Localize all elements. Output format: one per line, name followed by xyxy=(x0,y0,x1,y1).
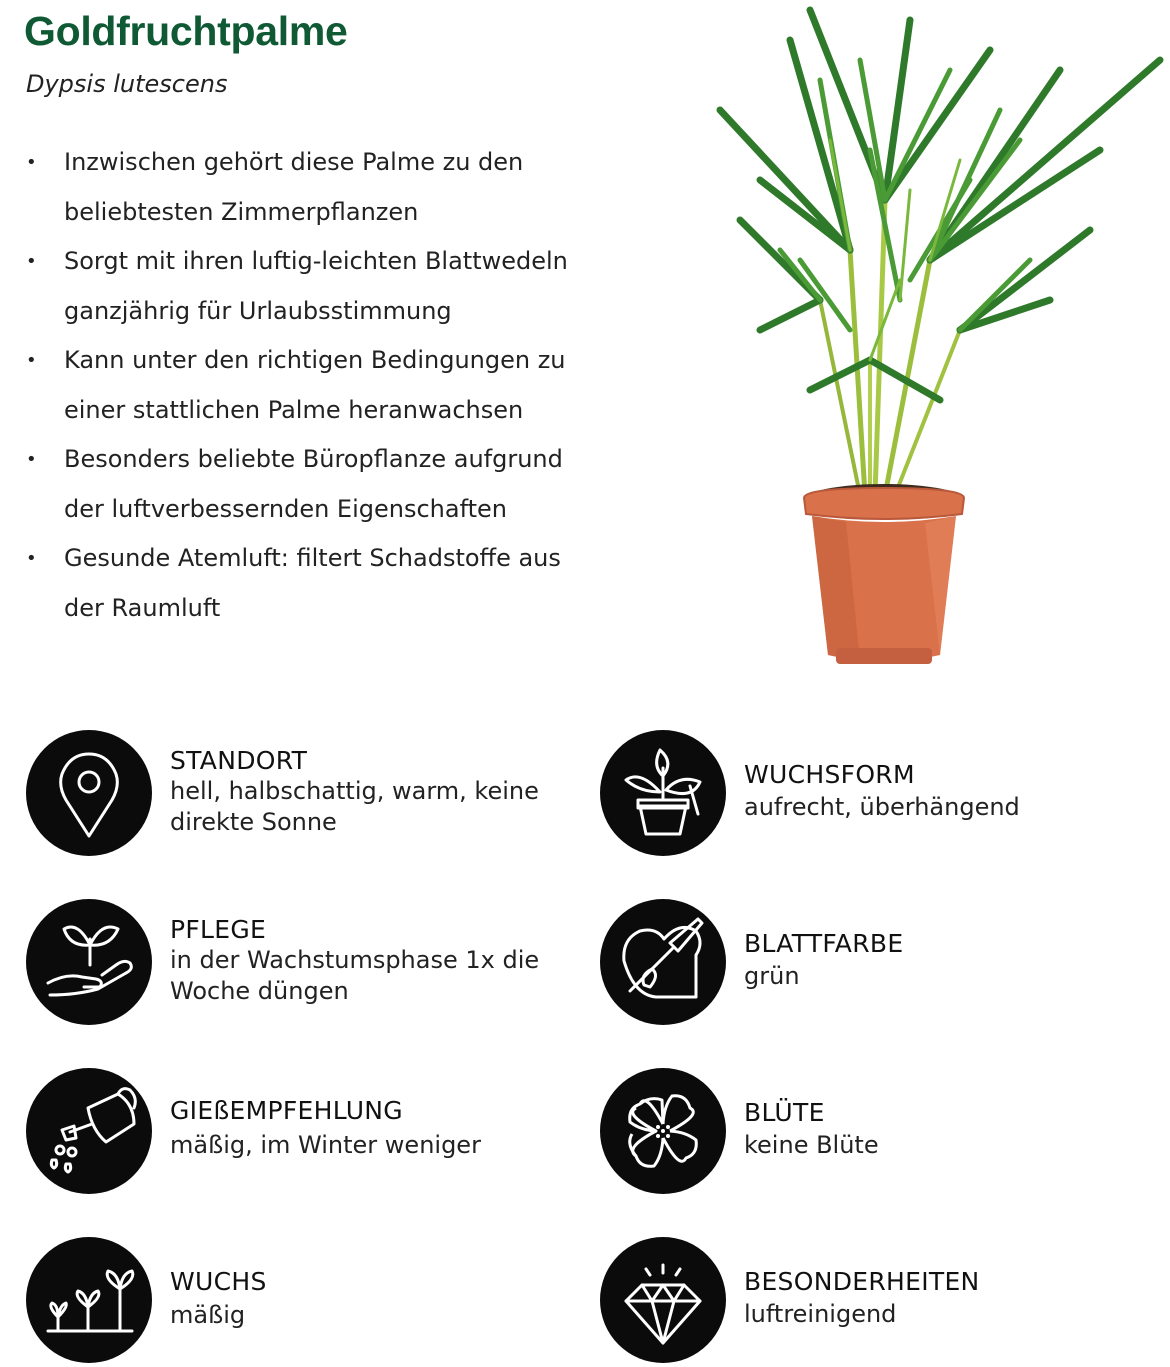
feature-standort xyxy=(26,730,546,860)
product-title: Goldfruchtpalme xyxy=(24,8,348,54)
feature-title: GIEßEMPFEHLUNG xyxy=(170,1096,403,1125)
product-image xyxy=(700,0,1170,680)
diamond-icon xyxy=(600,1237,726,1363)
benefit-item xyxy=(26,534,606,633)
feature-text: mäßig xyxy=(170,1301,246,1329)
feature-text: aufrecht, überhängend xyxy=(744,793,1020,821)
feature-badge xyxy=(600,899,726,1025)
benefit-list xyxy=(26,138,606,633)
feature-text: keine Blüte xyxy=(744,1131,879,1159)
benefit-item xyxy=(26,237,606,336)
feature-badge xyxy=(26,1237,152,1363)
feature-badge xyxy=(26,899,152,1025)
feature-text: luftreinigend xyxy=(744,1300,897,1328)
bullet-dot-icon: • xyxy=(26,350,37,371)
feature-giessempfehlung xyxy=(26,1068,546,1198)
growth-sprouts-icon xyxy=(26,1237,152,1363)
feature-title: PFLEGE xyxy=(170,915,267,944)
feature-title: WUCHS xyxy=(170,1267,267,1296)
bullet-dot-icon: • xyxy=(26,449,37,470)
feature-title: STANDORT xyxy=(170,746,308,775)
hand-sprout-icon xyxy=(26,899,152,1025)
benefit-text: Inzwischen gehört diese Palme zu den beliebtesten Zimmerpflanzen xyxy=(64,148,524,226)
feature-text: grün xyxy=(744,962,800,990)
bullet-dot-icon: • xyxy=(26,251,37,272)
bullet-dot-icon: • xyxy=(26,548,37,569)
watering-can-icon xyxy=(26,1068,152,1194)
feature-badge xyxy=(26,1068,152,1194)
feature-title: BLÜTE xyxy=(744,1098,825,1127)
feature-text: hell, halbschattig, warm, keine direkte Sonne xyxy=(170,777,539,836)
feature-wuchsform xyxy=(600,730,1120,860)
benefit-text: Kann unter den richtigen Bedingungen zu einer stattlichen Palme heranwachsen xyxy=(64,346,566,424)
feature-pflege xyxy=(26,899,546,1029)
benefit-text: Gesunde Atemluft: filtert Schadstoffe aus der Raumluft xyxy=(64,544,561,622)
benefit-item xyxy=(26,435,606,534)
feature-title: BLATTFARBE xyxy=(744,929,904,958)
location-pin-icon xyxy=(26,730,152,856)
feature-badge xyxy=(600,730,726,856)
feature-text: in der Wachstumsphase 1x die Woche düngen xyxy=(170,946,540,1005)
flower-icon xyxy=(600,1068,726,1194)
potted-plant-icon xyxy=(600,730,726,856)
benefit-item xyxy=(26,336,606,435)
feature-title: BESONDERHEITEN xyxy=(744,1267,980,1296)
flower-pot-icon xyxy=(804,488,964,664)
feature-text: mäßig, im Winter weniger xyxy=(170,1131,481,1159)
feature-badge xyxy=(26,730,152,856)
benefit-text: Besonders beliebte Büropflanze aufgrund der luftverbessernden Eigenschaften xyxy=(64,445,563,523)
feature-bluete xyxy=(600,1068,1120,1198)
leaf-brush-icon xyxy=(600,899,726,1025)
feature-title: WUCHSFORM xyxy=(744,760,915,789)
bullet-dot-icon: • xyxy=(26,152,37,173)
feature-blattfarbe xyxy=(600,899,1120,1029)
feature-wuchs xyxy=(26,1237,546,1367)
botanical-name: Dypsis lutescens xyxy=(26,70,228,98)
benefit-item xyxy=(26,138,606,237)
benefit-text: Sorgt mit ihren luftig-leichten Blattwedeln ganzjährig für Urlaubsstimmung xyxy=(64,247,568,325)
feature-badge xyxy=(600,1068,726,1194)
palm-fronds-icon xyxy=(720,10,1160,495)
feature-besonderheiten xyxy=(600,1237,1120,1367)
feature-badge xyxy=(600,1237,726,1363)
